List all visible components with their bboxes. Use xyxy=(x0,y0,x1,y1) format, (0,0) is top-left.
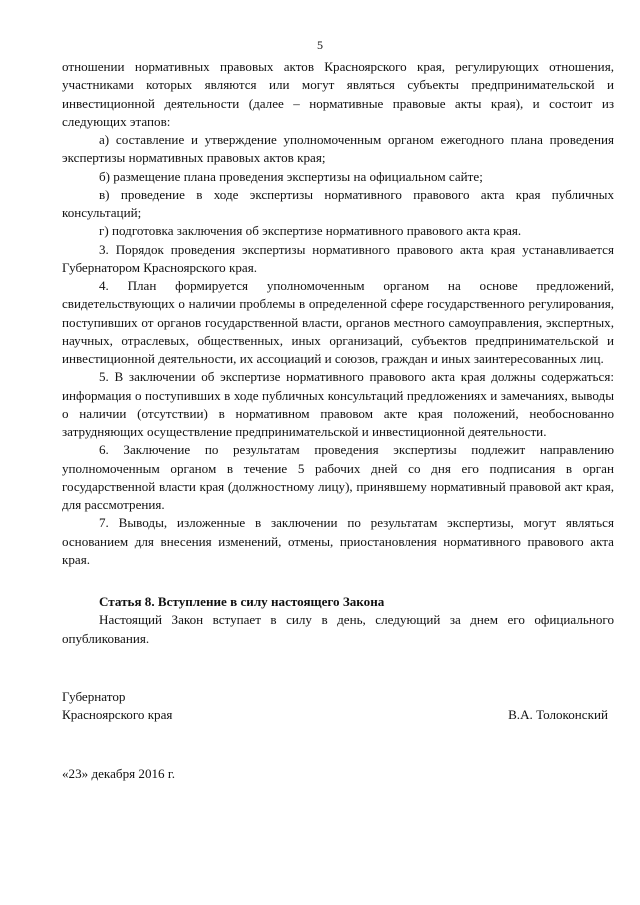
paragraph: отношении нормативных правовых актов Красноярского края, регулирующих отношения, участниками которых являются или могут являться субъекты предпринимательской и инвестиционной деятельности (далее – нормативные правовые акты края), и состоит из следующих этапов: xyxy=(62,59,614,129)
paragraph: г) подготовка заключения об экспертизе нормативного правового акта края. xyxy=(99,223,522,239)
paragraph: 7. Выводы, изложенные в заключении по результатам экспертизы, могут являться основанием для внесения изменений, отмены, приостановления нормативного правового акта края. xyxy=(62,515,614,567)
signatory-region: Красноярского края xyxy=(62,707,173,723)
signatory-title: Губернатор xyxy=(62,689,126,704)
paragraph: 4. План формируется уполномоченным органом на основе предложений, свидетельствующих о наличии проблемы в определенной сфере государственного регулирования, поступивших от органов государственной власти, органов местного самоуправления, экспертных, научных, отраслевых, общественных, иных организаций, субъектов предпринимательской и инвестиционной деятельности, их ассоциаций и союзов, граждан и иных заинтересованных лиц. xyxy=(62,278,614,366)
article-text: Настоящий Закон вступает в силу в день, следующий за днем его официального опубликования. xyxy=(62,612,614,646)
paragraph: 3. Порядок проведения экспертизы нормативного правового акта края устанавливается Губернатором Красноярского края. xyxy=(62,241,614,275)
signature-block xyxy=(62,688,614,725)
paragraph: б) размещение плана проведения экспертизы на официальном сайте; xyxy=(99,168,483,184)
page-number: 5 xyxy=(317,38,323,52)
signatory-name: В.А. Толоконский xyxy=(508,707,608,722)
paragraph: 5. В заключении об экспертизе нормативного правового акта края должны содержаться: информация о поступивших в ходе публичных консультаций предложениях и замечаниях, выводы о наличии (отсутствии) в нормативном правовом акте края положений, необоснованно затрудняющих осуществление предпринимательской и инвестиционной деятельности. xyxy=(62,369,614,439)
article-heading: Статья 8. Вступление в силу настоящего Закона xyxy=(99,594,385,609)
document-date: «23» декабря 2016 г. xyxy=(62,766,176,781)
document-body xyxy=(62,58,614,648)
paragraph: а) составление и утверждение уполномоченным органом ежегодного плана проведения экспертизы нормативных правовых актов края; xyxy=(62,132,614,166)
paragraph: 6. Заключение по результатам проведения экспертизы подлежит направлению уполномоченным органом в течение 5 рабочих дней со дня его подписания в орган государственной власти края (должностному лицу), принявшему нормативный правовой акт края, для рассмотрения. xyxy=(62,442,614,512)
paragraph: в) проведение в ходе экспертизы нормативного правового акта края публичных консультаций; xyxy=(62,186,614,220)
